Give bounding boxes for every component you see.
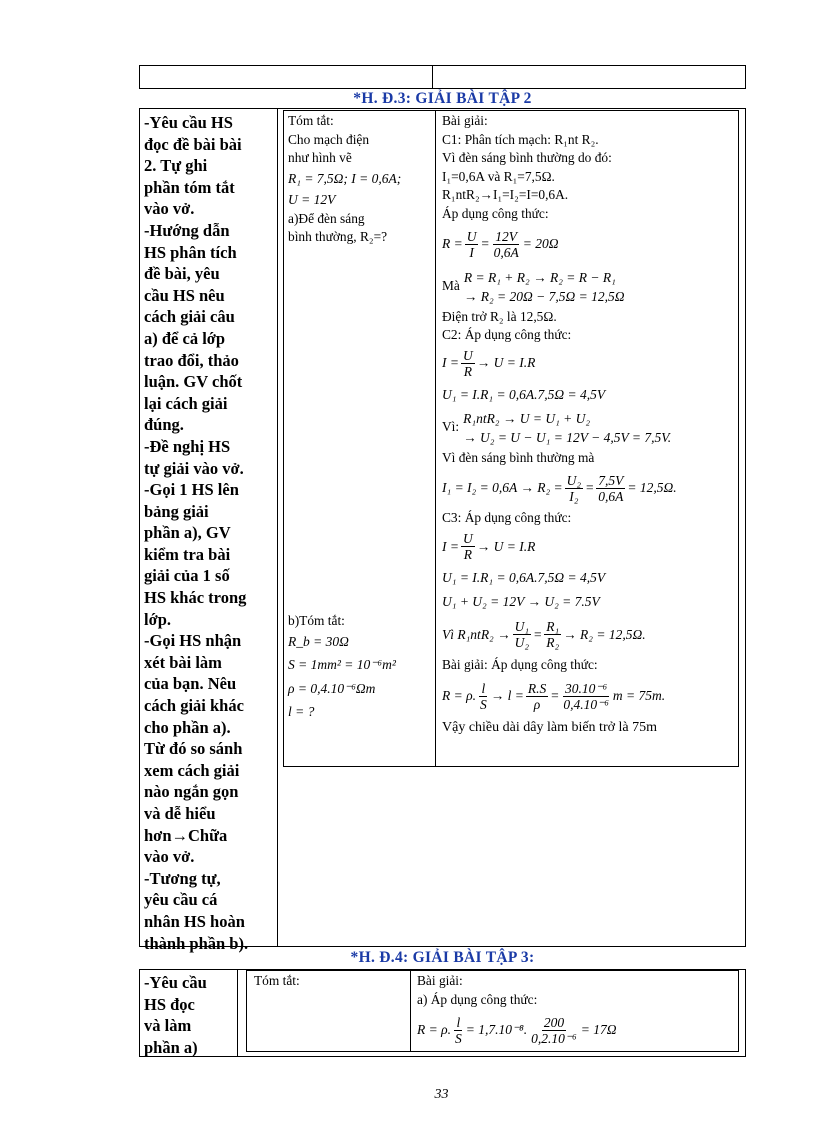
vi-label: Vì: xyxy=(442,419,460,435)
activity-line: trao đổi, thảo xyxy=(144,350,239,370)
given-rb: R_b = 30Ω xyxy=(288,633,349,649)
solution-line: Vì đèn sáng bình thường do đó: xyxy=(442,150,612,166)
vi-formulas xyxy=(463,409,671,447)
section4-column-divider xyxy=(237,969,238,1057)
fraction xyxy=(565,473,583,504)
ma-block xyxy=(442,266,738,308)
activity-line: đề bài, yêu xyxy=(144,264,220,284)
activity-line: tự giải vào vở. xyxy=(144,458,244,478)
section4-activity-text xyxy=(141,970,237,1060)
solution-line: Áp dụng công thức: xyxy=(442,205,549,221)
fraction xyxy=(513,619,531,650)
fraction xyxy=(453,1015,464,1046)
given-values: R₁ = 7,5Ω; I = 0,6A; xyxy=(288,170,402,186)
activity-line: vào vở. xyxy=(144,199,195,219)
denominator: ρ xyxy=(533,697,541,713)
activity-line: -Gọi 1 HS lên xyxy=(144,480,239,500)
vi-block xyxy=(442,407,738,449)
denominator: S xyxy=(479,697,487,713)
numerator: U₂ xyxy=(566,472,582,488)
formula-text: = 12,5Ω. xyxy=(627,480,677,496)
activity-line: vào vở. xyxy=(144,847,195,867)
given-rho: ρ = 0,4.10⁻⁶Ωm xyxy=(288,680,376,696)
formula-ohm xyxy=(442,224,738,266)
denominator: 0,6A xyxy=(598,488,624,504)
formula-u2-c3: U₁ + U₂ = 12V → U₂ = 7.5V xyxy=(442,593,600,609)
solution-line: I₁=0,6A và R₁=7,5Ω. xyxy=(442,168,555,184)
denominator: I₂ xyxy=(569,488,579,504)
question-a: a)Để đèn sáng xyxy=(288,210,365,226)
denominator: U₂ xyxy=(514,635,530,651)
section3-title: *H. Đ.3: GIẢI BÀI TẬP 2 xyxy=(353,90,532,107)
summary-heading: Tóm tắt: xyxy=(288,113,334,128)
numerator: l xyxy=(456,1014,461,1030)
activity-line: cho phần a). xyxy=(144,717,231,737)
denominator: 0,2.10⁻⁶ xyxy=(531,1030,577,1046)
solution-line: C1: Phân tích mạch: R₁nt R₂. xyxy=(442,131,599,147)
solution-conclusion: Vậy chiều dài dây làm biến trở là 75m xyxy=(442,719,658,735)
fraction xyxy=(526,681,548,712)
activity-line: -Gọi HS nhận xyxy=(144,631,242,651)
activity-line: đúng. xyxy=(144,415,184,435)
formula-text: → R₂ = 20Ω − 7,5Ω = 12,5Ω xyxy=(463,288,625,304)
formula-text: m = 75m. xyxy=(612,688,666,704)
section4-summary: Tóm tắt: xyxy=(254,973,300,988)
formula-text: = xyxy=(480,236,490,252)
activity-line: giải của 1 số xyxy=(144,566,230,586)
formula-length: R = ρ. $\frac{l}{S}$ → l = $\frac{R.S}{\rho}$ = $\frac{\text{30.10⁻⁶}}{\text{0,4.10⁻⁶}}$ m = 75m. xyxy=(442,681,666,713)
inner-table-divider xyxy=(435,110,436,767)
fraction xyxy=(478,681,489,712)
activity-line: kiểm tra bài xyxy=(144,544,231,564)
activity-line: -Yêu cầu xyxy=(144,973,207,992)
formula-resistance xyxy=(417,1009,737,1051)
summary-line: Cho mạch điện xyxy=(288,131,370,147)
formula-text: I₁ = I₂ = 0,6A → R₂ = xyxy=(442,480,563,496)
activity-line: hơn→Chữa xyxy=(144,825,228,845)
activity-line: luận. GV chốt xyxy=(144,372,243,392)
given-voltage: U = 12V xyxy=(288,191,336,207)
ma-formulas xyxy=(464,268,625,306)
summary-b xyxy=(288,612,434,723)
activity-line: -Hướng dẫn xyxy=(144,220,230,240)
formula-text: I = xyxy=(442,355,459,371)
given-l: l = ? xyxy=(288,703,315,719)
section4-solution xyxy=(417,972,737,1051)
activity-line: cách giải câu xyxy=(144,307,235,327)
formula-u1-c3: U₁ = I.R₁ = 0,6A.7,5Ω = 4,5V xyxy=(442,569,606,585)
activity-line: cách giải khác xyxy=(144,696,244,716)
activity-line: a) để cả lớp xyxy=(144,328,226,348)
activity-line: HS khác trong xyxy=(144,588,247,608)
numerator: U xyxy=(466,229,477,245)
activity-line: HS phân tích xyxy=(144,242,237,262)
denominator-r: R xyxy=(463,547,472,563)
activity-line: HS đọc xyxy=(144,994,195,1014)
section3-activity-text xyxy=(141,110,276,956)
denominator: 0,6A xyxy=(493,245,519,261)
formula-text: R = xyxy=(442,236,463,252)
solution xyxy=(442,112,738,737)
formula-text: → U = I.R xyxy=(476,538,536,554)
top-table-divider xyxy=(432,65,433,89)
fraction xyxy=(596,473,625,504)
fraction xyxy=(544,619,561,650)
formula-text: Vì R₁ntR₂ → xyxy=(442,626,511,642)
given-s: S = 1mm² = 10⁻⁶m² xyxy=(288,656,396,672)
formula-ohm-c2 xyxy=(442,345,738,383)
section4-inner-divider xyxy=(410,970,411,1052)
numerator: U xyxy=(462,531,473,547)
activity-line: -Tương tự, xyxy=(144,868,221,888)
denominator: 0,4.10⁻⁶ xyxy=(563,697,609,713)
formula-text: R = ρ. xyxy=(442,688,476,704)
section3-column-divider xyxy=(277,108,278,947)
solution-line: a) Áp dụng công thức: xyxy=(417,991,538,1007)
activity-line: cầu HS nêu xyxy=(144,285,225,305)
formula-text: → l = xyxy=(490,688,524,704)
activity-line: nào ngắn gọn xyxy=(144,782,239,802)
formula-ohm-c3 xyxy=(442,528,738,566)
numerator: 12V xyxy=(495,229,518,245)
activity-line: xem cách giải xyxy=(144,760,240,780)
question-a: bình thường, R₂=? xyxy=(288,229,388,245)
activity-line: xét bài làm xyxy=(144,652,222,672)
solution-line: Điện trở R₂ là 12,5Ω. xyxy=(442,308,557,324)
fraction xyxy=(561,681,611,712)
activity-line: đọc đề bài bài xyxy=(144,134,242,154)
activity-line: 2. Tự ghi xyxy=(144,156,208,176)
formula-text: R = ρ. xyxy=(417,1021,451,1037)
formula-ratio: Vì R₁ntR₂ → $\frac{\text{U₁}}{\text{U₂}}$ = $\frac{\text{R₁}}{\text{R₂}}$ → R₂ = 12,5Ω. xyxy=(442,619,646,651)
formula-text: → U₂ = U − U₁ = 12V − 4,5V = 7,5V. xyxy=(463,429,672,445)
page-number: 33 xyxy=(434,1087,449,1102)
activity-line: và làm xyxy=(144,1016,192,1036)
solution-heading: Bài giải: xyxy=(442,113,488,128)
denominator: S xyxy=(454,1030,462,1046)
activity-line: bảng giải xyxy=(144,501,209,521)
activity-line: thành phần b). xyxy=(144,933,249,953)
solution-line: C2: Áp dụng công thức: xyxy=(442,327,572,343)
summary-line: như hình vẽ xyxy=(288,150,352,166)
activity-line: của bạn. Nêu xyxy=(144,674,237,694)
numerator: 200 xyxy=(543,1014,565,1030)
formula-text: R₁ntR₂ → U = U₁ + U₂ xyxy=(463,410,591,426)
formula-text: R = R₁ + R₂ → R₂ = R − R₁ xyxy=(463,269,616,285)
activity-line: nhân HS hoàn xyxy=(144,911,245,931)
numerator: 7,5V xyxy=(598,472,624,488)
solution-heading: Bài giải: xyxy=(417,973,463,988)
activity-line: và dễ hiểu xyxy=(144,804,216,823)
denominator: R₂ xyxy=(546,635,560,651)
fraction xyxy=(529,1015,579,1046)
formula-text: = 1,7.10⁻⁸. xyxy=(465,1021,528,1037)
solution-b-heading: Bài giải: Áp dụng công thức: xyxy=(442,656,598,672)
fraction xyxy=(492,229,521,260)
activity-line: -Yêu cầu HS xyxy=(144,113,233,132)
formula-text: → R₂ = 12,5Ω. xyxy=(563,626,646,642)
activity-line: phần a), GV xyxy=(144,523,231,543)
solution-line: Vì đèn sáng bình thường mà xyxy=(442,449,595,465)
activity-line: phần a) xyxy=(144,1037,198,1057)
fraction xyxy=(465,229,479,260)
numerator: 30.10⁻⁶ xyxy=(565,681,608,697)
formula-text: = 17Ω xyxy=(580,1021,617,1037)
formula-text: → U = I.R xyxy=(476,355,536,371)
numerator: R.S xyxy=(527,681,547,697)
section4-title: *H. Đ.4: GIẢI BÀI TẬP 3: xyxy=(350,949,535,966)
activity-line: lớp. xyxy=(144,609,172,629)
summary-a xyxy=(288,112,434,247)
denominator: I xyxy=(469,245,474,261)
activity-line: yêu cầu cá xyxy=(144,890,218,910)
activity-line: Từ đó so sánh xyxy=(144,739,243,759)
solution-line: C3: Áp dụng công thức: xyxy=(442,510,572,526)
solution-line: R₁ntR₂→I₁=I₂=I=0,6A. xyxy=(442,187,569,203)
fraction xyxy=(461,348,475,379)
formula-u1: U₁ = I.R₁ = 0,6A.7,5Ω = 4,5V xyxy=(442,386,606,402)
formula-text: = 20Ω xyxy=(522,236,559,252)
formula-text: I = xyxy=(442,538,459,554)
formula-r2: I₁ = I₂ = 0,6A → R₂ = $\frac{\text{U₂}}{\text{I₂}}$ = $\frac{7,5V}{0,6A}$ = 12,5Ω. xyxy=(442,472,677,504)
summary-b-heading: b)Tóm tắt: xyxy=(288,613,345,628)
numerator: R₁ xyxy=(546,619,560,635)
fraction xyxy=(461,531,475,562)
activity-line: phần tóm tắt xyxy=(144,177,235,197)
numerator: U xyxy=(462,348,473,364)
ma-label: Mà xyxy=(442,278,460,294)
denominator-r: R xyxy=(463,364,472,380)
activity-line: -Đề nghị HS xyxy=(144,436,231,456)
top-table-row xyxy=(139,65,746,89)
activity-line: lại cách giải xyxy=(144,393,228,413)
numerator: U₁ xyxy=(514,619,530,635)
numerator: l xyxy=(481,681,486,697)
